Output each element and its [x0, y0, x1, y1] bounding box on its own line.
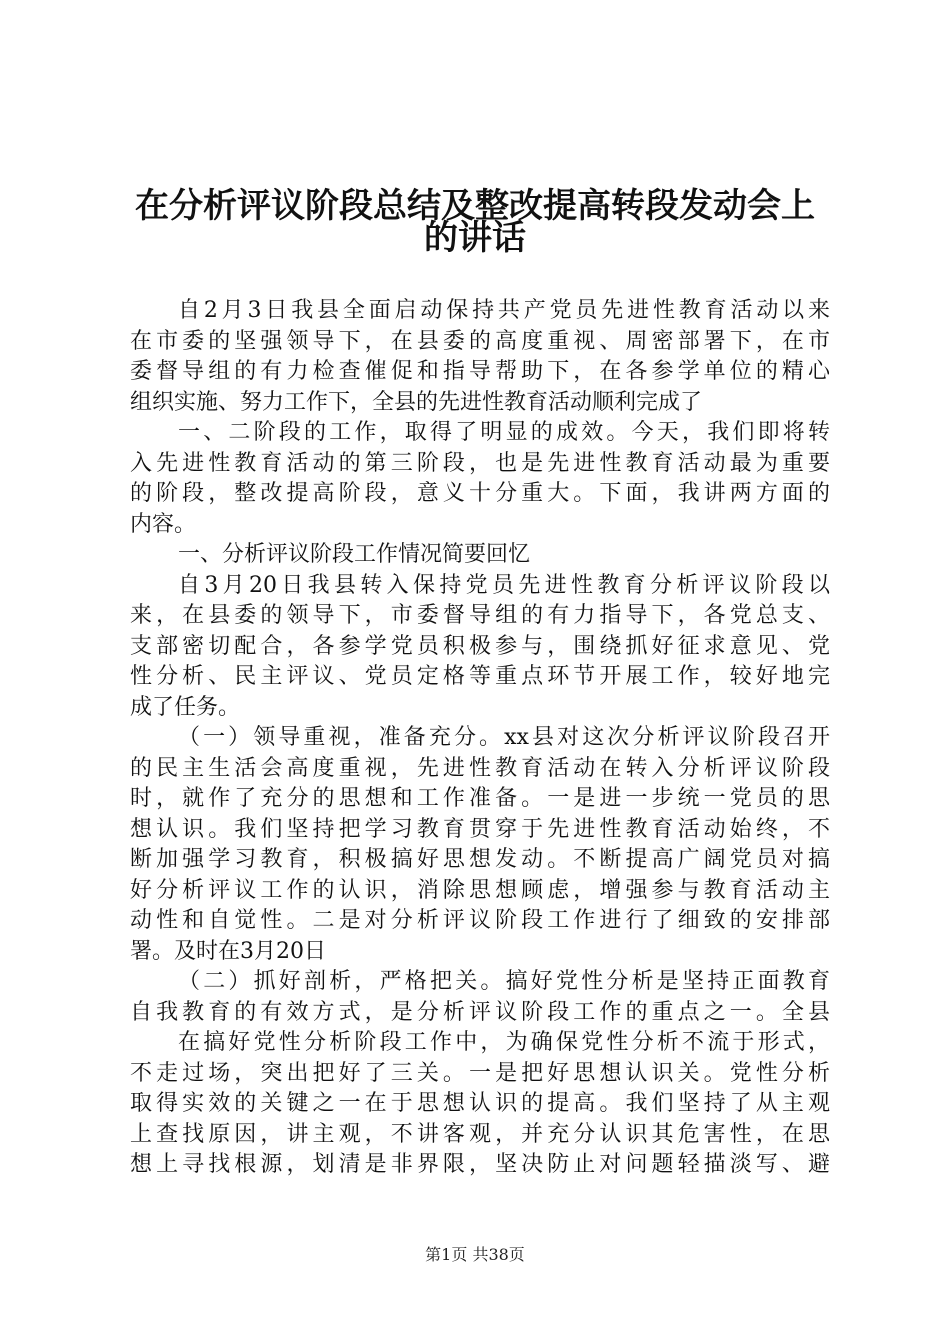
body-text-line: （二）抓好剖析，严格把关。搞好党性分析是坚持正面教育: [178, 969, 830, 994]
body-text-line: 成了任务。: [130, 694, 241, 720]
body-text-line: 时，就作了充分的思想和工作准备。一是进一步统一党员的思: [130, 786, 830, 811]
body-text-line: 上查找原因，讲主观，不讲客观，并充分认识其危害性，在思: [130, 1121, 830, 1147]
body-text-line: 组织实施、努力工作下，全县的先进性教育活动顺利完成了: [130, 389, 703, 415]
body-text-line: 署。及时在3月20日: [130, 938, 326, 964]
body-text-line: 的民主生活会高度重视，先进性教育活动在转入分析评议阶段: [130, 755, 830, 781]
body-text-line: 在搞好党性分析阶段工作中，为确保党性分析不流于形式，: [178, 1030, 830, 1055]
body-text-line: 断加强学习教育，积极搞好思想发动。不断提高广阔党员对搞: [130, 847, 830, 872]
document-title-line-2: 的讲话: [424, 218, 526, 258]
body-text-line: 性分析、民主评议、党员定格等重点环节开展工作，较好地完: [130, 664, 830, 689]
body-text-line: 好分析评议工作的认识，消除思想顾虑，增强参与教育活动主: [130, 877, 830, 903]
body-text-line: 自3月20日我县转入保持党员先进性教育分析评议阶段以: [178, 572, 830, 598]
body-text-line: 在市委的坚强领导下，在县委的高度重视、周密部署下，在市: [130, 328, 830, 354]
body-text-line: 想认识。我们坚持把学习教育贯穿于先进性教育活动始终，不: [130, 816, 830, 842]
body-text-line: 自我教育的有效方式，是分析评议阶段工作的重点之一。全县: [130, 999, 830, 1025]
body-text-line: 动性和自觉性。二是对分析评议阶段工作进行了细致的安排部: [130, 908, 830, 933]
body-text-line: 取得实效的关键之一在于思想认识的提高。我们坚持了从主观: [130, 1091, 830, 1116]
body-text-line: 入先进性教育活动的第三阶段，也是先进性教育活动最为重要: [130, 450, 830, 476]
page-footer: 第1页 共38页: [425, 1245, 525, 1264]
document-body: [130, 296, 830, 1181]
body-text-line: 内容。: [130, 511, 197, 537]
body-text-line: 想上寻找根源，划清是非界限，坚决防止对问题轻描淡写、避: [130, 1152, 830, 1177]
body-text-line: 来，在县委的领导下，市委督导组的有力指导下，各党总支、: [130, 603, 830, 628]
document-title-line-1: 在分析评议阶段总结及整改提高转段发动会上: [135, 186, 815, 226]
body-text-line: 的阶段，整改提高阶段，意义十分重大。下面，我讲两方面的: [130, 481, 830, 506]
body-text-line: 一、分析评议阶段工作情况简要回忆: [178, 542, 531, 567]
body-text-line: 自2月3日我县全面启动保持共产党员先进性教育活动以来: [178, 298, 830, 323]
body-text-line: 委督导组的有力检查催促和指导帮助下，在各参学单位的精心: [130, 359, 830, 384]
body-text-line: 支部密切配合，各参学党员积极参与，围绕抓好征求意见、党: [130, 633, 830, 659]
body-text-line: 不走过场，突出把好了三关。一是把好思想认识关。党性分析: [130, 1060, 830, 1086]
body-text-line: （一）领导重视，准备充分。xx县对这次分析评议阶段召开: [178, 725, 830, 750]
body-text-line: 一、二阶段的工作，取得了明显的成效。今天，我们即将转: [178, 420, 830, 445]
